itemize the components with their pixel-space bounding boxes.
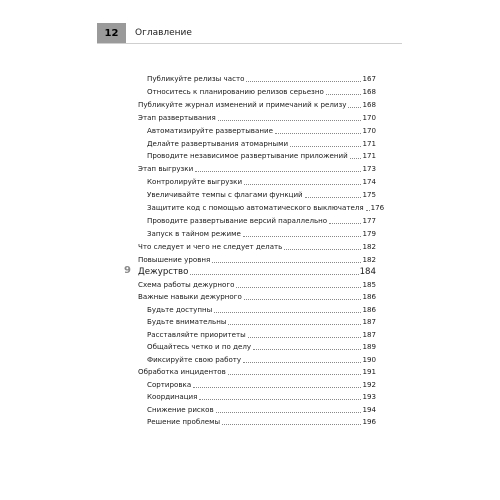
toc-leader-dots <box>253 349 361 350</box>
toc-entry[interactable] <box>138 99 376 110</box>
toc-entry-title: Расставляйте приоритеты <box>147 329 246 339</box>
toc-entry[interactable] <box>147 228 376 239</box>
toc-leader-dots <box>244 299 362 300</box>
toc-entry-page: 186 <box>362 292 376 302</box>
toc-leader-dots <box>199 399 361 400</box>
toc-entry-page: 196 <box>362 416 376 426</box>
toc-entry-page: 182 <box>362 241 376 251</box>
toc-entry-title: Публикуйте журнал изменений и примечаний к релизу <box>138 99 347 109</box>
running-header-title: Оглавление <box>135 28 192 38</box>
toc-entry-page: 182 <box>362 254 376 264</box>
toc-entry-page: 173 <box>362 164 376 174</box>
toc-entry[interactable] <box>147 202 385 213</box>
toc-entry-title: Будьте внимательны <box>147 317 227 327</box>
toc-leader-dots <box>284 249 361 250</box>
toc-entry[interactable] <box>147 176 376 187</box>
toc-entry-title: Защитите код с помощью автоматического выключателя <box>147 203 364 212</box>
toc-entry-page: 170 <box>362 125 376 135</box>
toc-leader-dots <box>228 374 362 375</box>
toc-entry[interactable] <box>147 189 376 200</box>
toc-entry[interactable] <box>138 279 376 290</box>
toc-entry-page: 185 <box>362 280 376 289</box>
toc-entry-page: 175 <box>362 190 376 200</box>
toc-leader-dots <box>216 412 362 413</box>
toc-leader-dots <box>190 274 358 275</box>
toc-entry-title: Запуск в тайном режиме <box>147 228 241 238</box>
toc-entry-title: Фиксируйте свою работу <box>147 354 242 364</box>
toc-entry-title: Относитесь к планированию релизов серьезно <box>147 86 324 96</box>
toc-entry-page: 174 <box>362 177 376 187</box>
toc-entry[interactable] <box>147 391 376 402</box>
toc-entry-page: 176 <box>370 203 385 212</box>
toc-entry-page: 194 <box>362 404 376 414</box>
toc-entry[interactable] <box>138 112 376 123</box>
toc-entry-title: Схема работы дежурного <box>138 280 235 289</box>
toc-entry-title: Решение проблемы <box>147 416 221 426</box>
toc-entry-title: Публикуйте релизы часто <box>147 74 245 83</box>
toc-leader-dots <box>214 312 361 313</box>
toc-leader-dots <box>236 287 361 288</box>
toc-entry[interactable] <box>147 316 376 327</box>
toc-entry-page: 171 <box>362 138 376 148</box>
toc-entry-title: Этап развертывания <box>138 112 216 122</box>
page-number-tab <box>97 23 126 43</box>
toc-entry-title: Делайте развертывания атомарными <box>147 138 289 148</box>
toc-leader-dots <box>244 184 361 185</box>
toc-entry[interactable] <box>147 215 376 226</box>
toc-entry-page: 179 <box>362 228 376 238</box>
toc-leader-dots <box>212 262 361 263</box>
chapter-number: 9 <box>124 265 131 276</box>
toc-entry-page: 193 <box>362 392 376 402</box>
toc-entry[interactable] <box>147 354 376 365</box>
toc-entry-page: 191 <box>362 367 376 377</box>
toc-leader-dots <box>193 387 361 388</box>
toc-entry-title: Дежурство <box>138 267 189 277</box>
toc-entry-page: 192 <box>362 379 376 389</box>
toc-entry-title: Увеличивайте темпы с флагами функций <box>147 190 303 200</box>
toc-entry-page: 190 <box>362 354 376 364</box>
toc-entry-title: Повышение уровня <box>138 254 211 264</box>
toc-entry-title: Что следует и чего не следует делать <box>138 241 283 251</box>
toc-entry-title: Этап выгрузки <box>138 164 194 174</box>
toc-entry-title: Сортировка <box>147 379 192 389</box>
toc-entry[interactable] <box>147 125 376 136</box>
toc-entry-title: Контролируйте выгрузки <box>147 177 243 187</box>
header-divider <box>97 43 402 44</box>
toc-leader-dots <box>228 324 361 325</box>
toc-leader-dots <box>348 107 361 108</box>
toc-entry[interactable] <box>138 266 376 277</box>
toc-entry-page: 168 <box>362 99 376 109</box>
toc-leader-dots <box>195 171 361 172</box>
toc-entry[interactable] <box>147 329 376 340</box>
toc-entry-page: 184 <box>359 267 376 277</box>
toc-entry-title: Общайтесь четко и по делу <box>147 342 252 352</box>
toc-leader-dots <box>243 362 361 363</box>
toc-entry-page: 168 <box>362 86 376 96</box>
toc-entry[interactable] <box>138 254 376 265</box>
toc-entry-page: 186 <box>362 304 376 314</box>
toc-entry[interactable] <box>147 416 376 427</box>
toc-leader-dots <box>326 94 362 95</box>
toc-entry-page: 187 <box>362 329 376 339</box>
toc-leader-dots <box>246 81 361 82</box>
toc-entry[interactable] <box>147 404 376 415</box>
toc-entry[interactable] <box>147 379 376 390</box>
toc-entry-page: 187 <box>362 317 376 327</box>
toc-entry-title: Координация <box>147 392 198 402</box>
toc-entry[interactable] <box>138 241 376 252</box>
toc-entry-title: Будьте доступны <box>147 304 213 314</box>
toc-leader-dots <box>275 133 362 134</box>
toc-entry-page: 170 <box>362 112 376 122</box>
toc-leader-dots <box>329 223 361 224</box>
toc-entry[interactable] <box>147 341 376 352</box>
toc-entry-page: 177 <box>362 215 376 225</box>
toc-entry[interactable] <box>147 304 376 315</box>
toc-leader-dots <box>290 146 361 147</box>
toc-entry-page: 189 <box>362 342 376 352</box>
toc-leader-dots <box>305 197 362 198</box>
toc-entry-page: 171 <box>362 151 376 161</box>
toc-entry[interactable] <box>138 366 376 377</box>
toc-entry-title: Автоматизируйте развертывание <box>147 125 273 135</box>
toc-entry[interactable] <box>138 291 376 302</box>
toc-entry[interactable] <box>138 163 376 174</box>
toc-entry-title: Снижение рисков <box>147 404 214 414</box>
toc-entry[interactable] <box>147 138 376 149</box>
toc-leader-dots <box>248 337 362 338</box>
toc-leader-dots <box>218 120 362 121</box>
toc-entry[interactable] <box>147 73 376 84</box>
toc-entry[interactable] <box>147 150 376 161</box>
toc-entry-page: 167 <box>362 74 376 83</box>
toc-entry[interactable] <box>147 86 376 97</box>
toc-entry-title: Проводите развертывание версий параллельно <box>147 215 328 225</box>
toc-entry-title: Обработка инцидентов <box>138 367 226 377</box>
toc-leader-dots <box>222 424 361 425</box>
toc-entry-title: Проводите независимое развертывание приложений <box>147 151 348 161</box>
toc-leader-dots <box>350 158 362 159</box>
page-number: 12 <box>104 27 119 39</box>
toc-leader-dots <box>243 236 362 237</box>
toc-leader-dots <box>366 210 370 211</box>
toc-entry-title: Важные навыки дежурного <box>138 292 242 302</box>
